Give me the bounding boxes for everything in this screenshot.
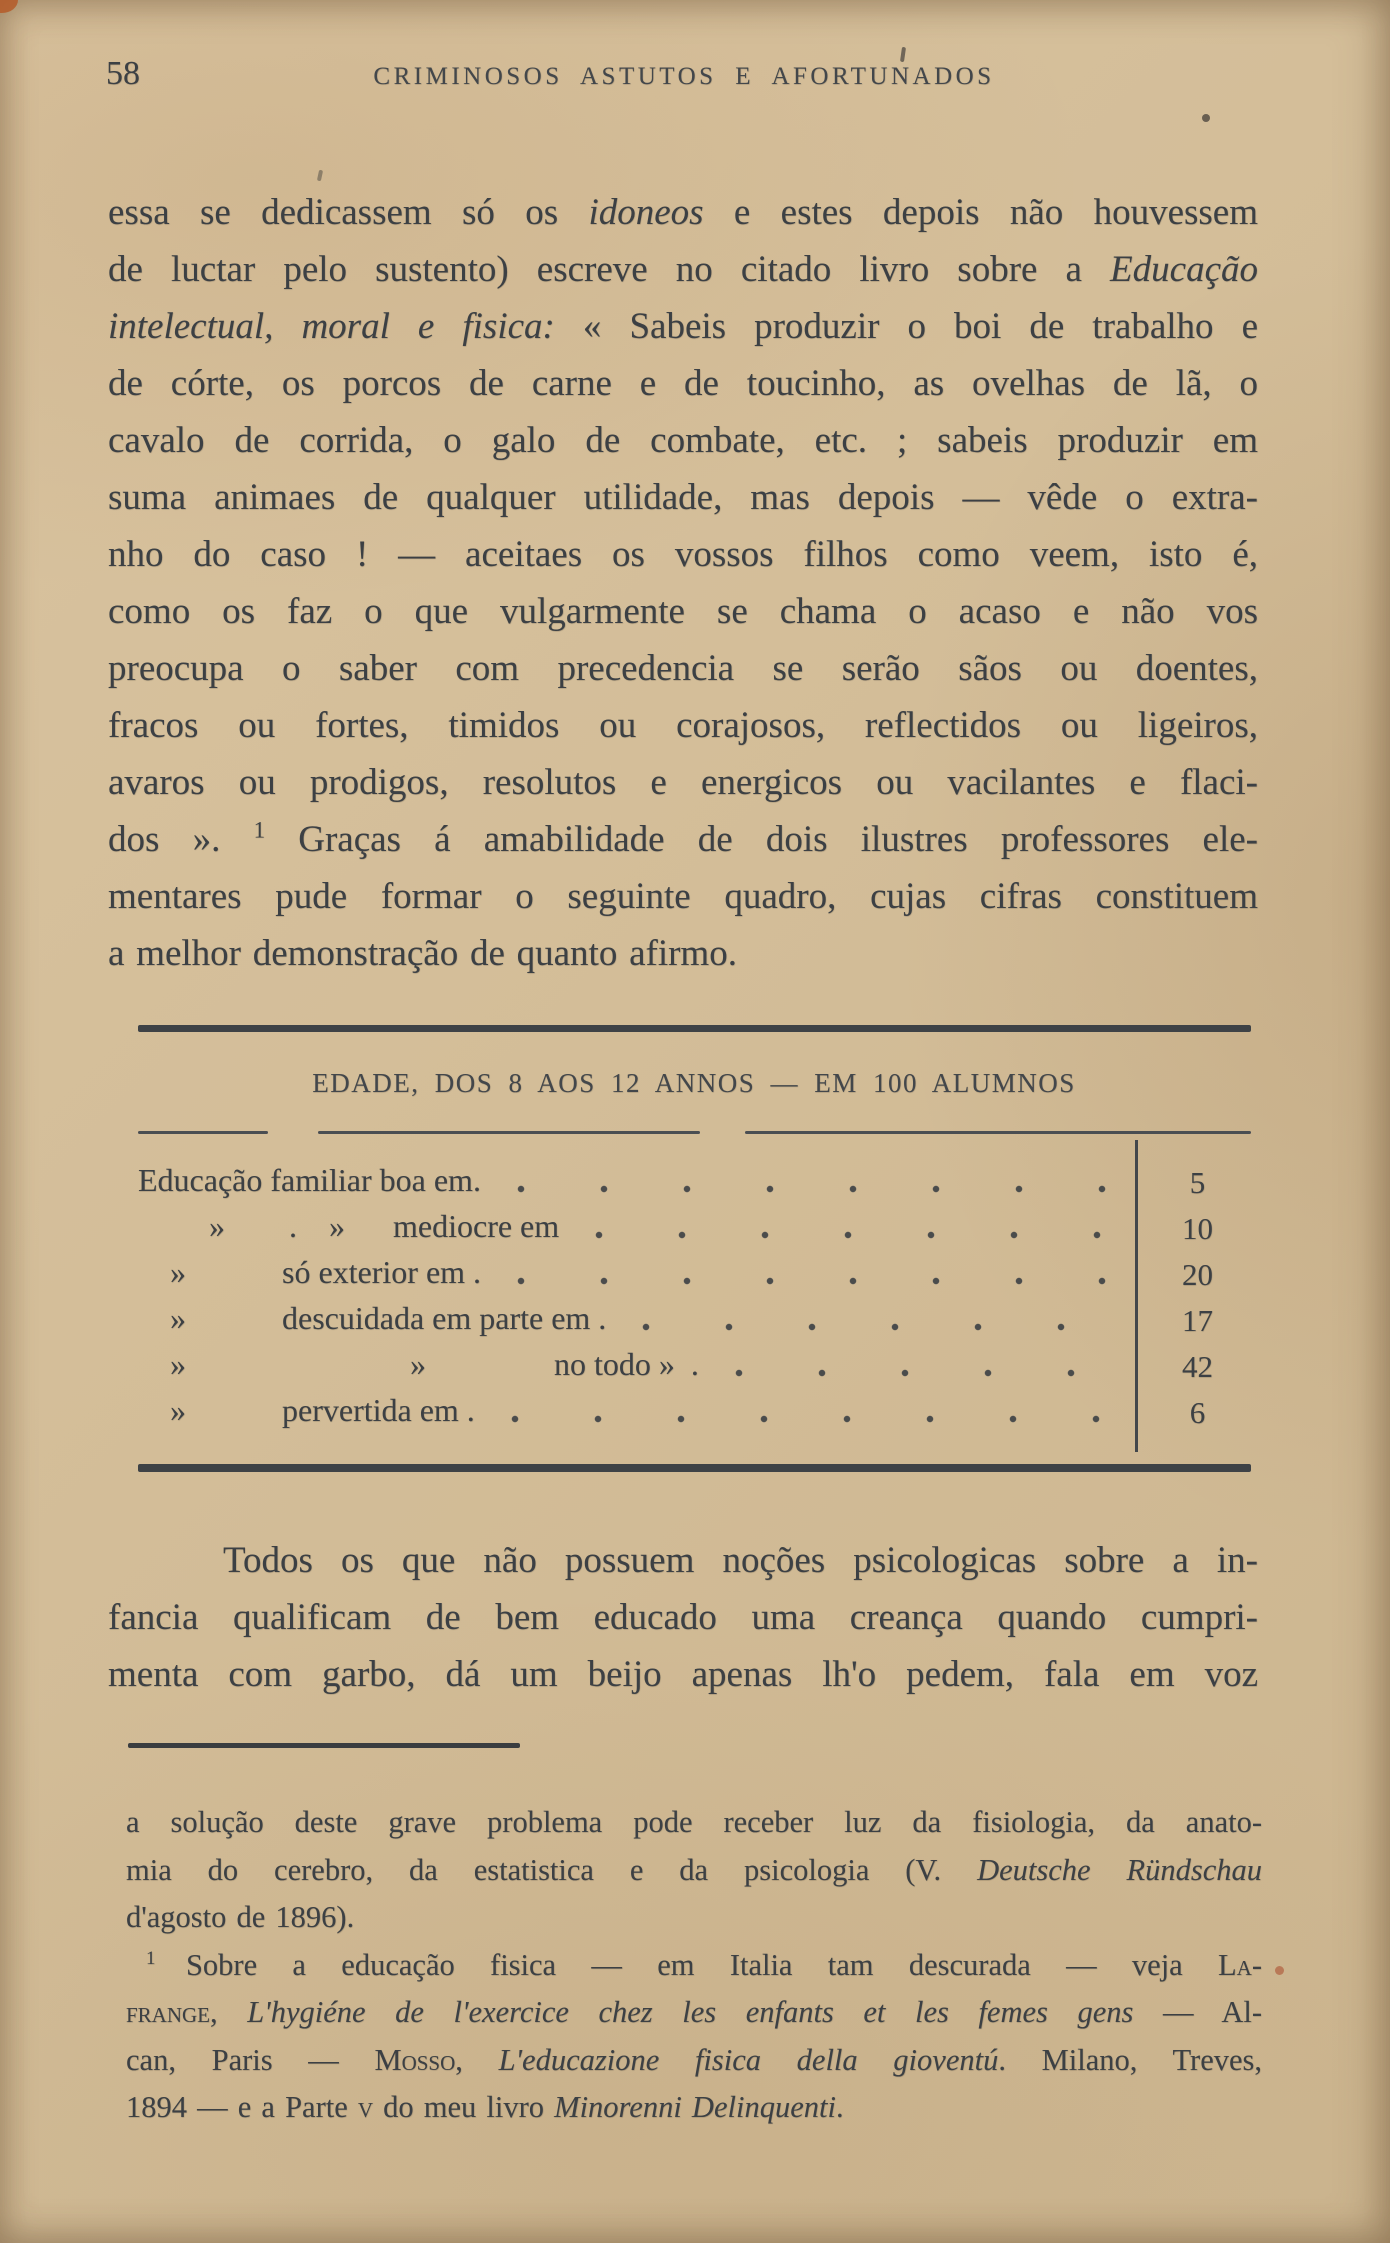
ink-speck <box>900 47 906 62</box>
text-segment: fracos ou fortes, timidos ou corajosos, reflectidos ou ligeiros, <box>108 705 1258 746</box>
text-line <box>108 1646 1258 1703</box>
text-segment: suma animaes de qualquer utilidade, mas depois — vêde o extra- <box>108 477 1258 518</box>
text-segment: La- <box>1218 1947 1262 1982</box>
row-label: » » no todo » . <box>170 1346 699 1383</box>
text-line <box>126 1942 1262 1990</box>
red-speck <box>1275 1966 1284 1975</box>
text-segment: Deutsche Ründschau <box>977 1852 1262 1887</box>
leader-dots <box>517 1184 1118 1194</box>
leader-dots <box>517 1276 1118 1286</box>
text-segment: a melhor demonstração de quanto afirmo. <box>108 933 737 974</box>
text-segment: avaros ou prodigos, resolutos e energicos ou vacilantes e flaci- <box>108 762 1258 803</box>
row-value: 5 <box>1189 1165 1206 1200</box>
row-value: 10 <box>1182 1211 1213 1246</box>
text-segment: v <box>357 2090 374 2124</box>
leader-dots <box>595 1230 1118 1240</box>
text-segment: fancia qualificam de bem educado uma creança quando cumpri- <box>108 1597 1258 1638</box>
page-number: 58 <box>106 55 140 92</box>
text-line <box>126 1847 1262 1895</box>
text-line <box>108 754 1258 811</box>
text-segment: cavalo de corrida, o galo de combate, etc. ; sabeis produzir em <box>108 420 1258 461</box>
text-line <box>126 1894 1262 1942</box>
text-segment: de luctar pelo sustento) escreve no citado livro sobre a <box>108 249 1111 290</box>
text-segment: Sobre a educação fisica — em Italia tam descurada — veja <box>155 1947 1219 1982</box>
text-segment: mentares pude formar o seguinte quadro, cujas cifras constituem <box>108 876 1258 917</box>
footnote-reference: 1 <box>253 817 266 843</box>
text-segment: frange, <box>126 1995 218 2029</box>
text-segment: mia do cerebro, da estatistica e da psicologia (V. <box>126 1852 978 1887</box>
text-line <box>108 184 1258 241</box>
text-segment: intelectual, moral e fisica: <box>108 306 555 347</box>
footnote-block <box>126 1799 1262 2132</box>
scan-corner-stain <box>0 0 18 13</box>
text-segment: e estes depois não houvessem <box>703 192 1258 233</box>
text-segment: idoneos <box>588 192 704 233</box>
table-row <box>108 1210 1258 1244</box>
text-line <box>126 1989 1262 2037</box>
text-segment: — Al- <box>1133 1995 1262 2029</box>
text-line <box>108 412 1258 469</box>
leader-dots <box>511 1414 1118 1424</box>
text-segment: como os faz o que vulgarmente se chama o acaso e não vos <box>108 591 1258 632</box>
text-line <box>108 355 1258 412</box>
statistics-table <box>108 1134 1258 1464</box>
row-label: » descuidada em parte em . <box>170 1300 607 1337</box>
text-line <box>108 298 1258 355</box>
text-segment: menta com garbo, dá um beijo apenas lh'o pedem, fala em voz <box>108 1654 1258 1695</box>
text-segment: Todos os que não possuem noções psicologicas sobre a in- <box>223 1540 1258 1581</box>
text-segment: a solução deste grave problema pode receber luz da fisiologia, da anato- <box>126 1805 1262 1839</box>
text-line <box>108 583 1258 640</box>
text-line <box>108 1532 1258 1589</box>
body-paragraph-1 <box>108 184 1258 982</box>
text-line <box>108 640 1258 697</box>
row-value: 6 <box>1189 1395 1206 1430</box>
table-top-rule <box>138 1025 1251 1032</box>
text-line <box>108 925 1258 982</box>
row-value: 17 <box>1182 1303 1213 1338</box>
table-row <box>108 1164 1258 1198</box>
row-label: » só exterior em . <box>170 1254 482 1291</box>
text-line <box>108 697 1258 754</box>
text-line <box>126 2037 1262 2085</box>
ink-speck <box>317 170 323 182</box>
footnote-reference: 1 <box>146 1947 156 1969</box>
text-segment: L'educazione fisica della gioventú <box>498 2042 999 2077</box>
text-segment <box>463 2043 499 2077</box>
body-paragraph-2 <box>108 1532 1258 1703</box>
footnote-separator <box>128 1743 520 1748</box>
table-row <box>108 1302 1258 1336</box>
text-segment: Minorenni Delinquenti <box>554 2090 836 2124</box>
text-segment: de córte, os porcos de carne e de toucinho, as ovelhas de lã, o <box>108 363 1258 404</box>
text-line <box>108 1589 1258 1646</box>
text-segment: essa se dedicassem só os <box>108 192 589 233</box>
row-label: » pervertida em . <box>170 1392 475 1429</box>
running-title: CRIMINOSOS ASTUTOS E AFORTUNADOS <box>373 63 995 90</box>
text-segment: dos ». <box>108 819 254 860</box>
text-segment: nho do caso ! — aceitaes os vossos filhos como veem, isto é, <box>108 534 1258 575</box>
text-line <box>108 868 1258 925</box>
row-label: Educação familiar boa em. <box>138 1162 481 1199</box>
row-value: 20 <box>1182 1257 1213 1292</box>
text-segment: . Milano, Treves, <box>998 2042 1263 2077</box>
text-segment: 1894 — e a Parte <box>126 2090 358 2124</box>
text-segment: do meu livro <box>373 2090 555 2124</box>
text-segment <box>218 1995 248 2029</box>
text-segment: Educação <box>1110 249 1258 290</box>
table-row <box>108 1394 1258 1428</box>
leader-dots <box>735 1368 1118 1378</box>
table-caption: EDADE, DOS 8 AOS 12 ANNOS — EM 100 ALUMNOS <box>312 1068 1076 1098</box>
text-segment: can, Paris — <box>126 2042 375 2077</box>
row-label: » . » mediocre em <box>209 1208 560 1245</box>
table-bottom-rule <box>138 1464 1251 1472</box>
text-segment: Mosso, <box>374 2042 463 2077</box>
text-line <box>108 526 1258 583</box>
text-line <box>108 241 1258 298</box>
text-segment: preocupa o saber com precedencia se serão sãos ou doentes, <box>108 648 1258 689</box>
row-value: 42 <box>1182 1349 1213 1384</box>
leader-dots <box>642 1322 1118 1332</box>
text-segment: L'hygiéne de l'exercice chez les enfants et les femes gens <box>247 1995 1134 2029</box>
text-line <box>108 469 1258 526</box>
text-segment: « Sabeis produzir o boi de trabalho e <box>554 306 1258 347</box>
table-row <box>108 1348 1258 1382</box>
text-line <box>108 811 1258 868</box>
ink-speck <box>1202 114 1210 122</box>
text-line <box>126 2084 1262 2132</box>
text-segment: . <box>835 2090 844 2124</box>
text-segment: d'agosto de 1896). <box>126 1900 355 1934</box>
text-segment: Graças á amabilidade de dois ilustres professores ele- <box>265 819 1259 860</box>
text-line <box>126 1799 1262 1847</box>
table-row <box>108 1256 1258 1290</box>
